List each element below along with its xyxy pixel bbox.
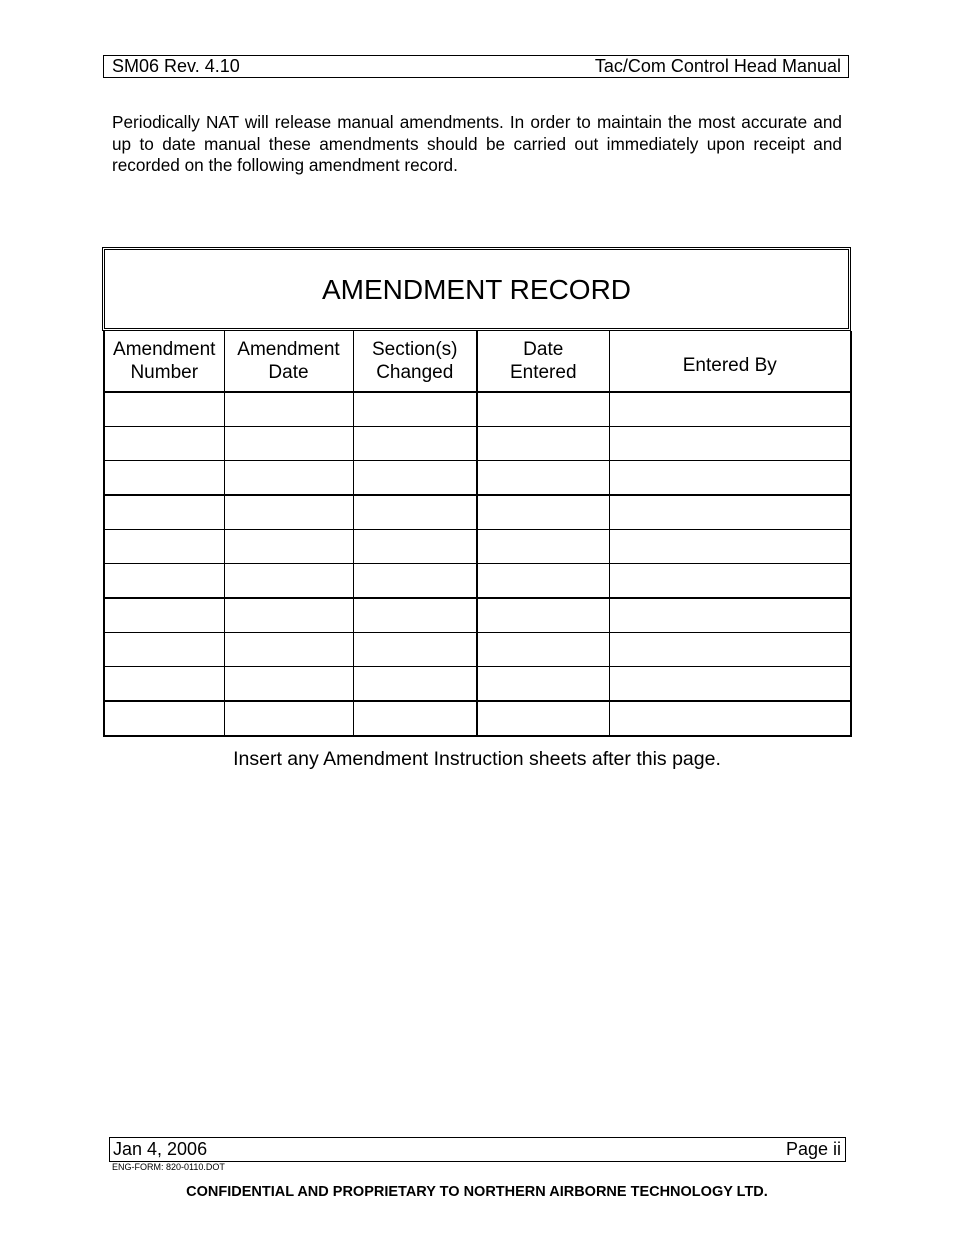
revision-date: Jan 4, 2006 [113,1139,208,1159]
cell-amendment-date[interactable] [224,667,353,702]
column-header-entered-by: Entered By [609,331,851,392]
cell-date-entered[interactable] [477,461,609,496]
form-code: ENG-FORM: 820-0110.DOT [112,1162,225,1172]
document-title: Tac/Com Control Head Manual [594,56,841,76]
cell-entered-by[interactable] [609,530,851,564]
cell-date-entered[interactable] [477,598,609,633]
document-code: SM06 Rev. 4.10 [112,56,240,76]
table-row [104,495,851,530]
cell-sections-changed[interactable] [353,633,477,667]
cell-sections-changed[interactable] [353,461,477,496]
cell-entered-by[interactable] [609,633,851,667]
cell-amendment-date[interactable] [224,495,353,530]
cell-sections-changed[interactable] [353,598,477,633]
cell-amendment-number[interactable] [104,667,224,702]
cell-entered-by[interactable] [609,701,851,736]
cell-entered-by[interactable] [609,598,851,633]
table-row [104,392,851,427]
cell-entered-by[interactable] [609,667,851,702]
cell-sections-changed[interactable] [353,427,477,461]
cell-amendment-date[interactable] [224,564,353,599]
cell-entered-by[interactable] [609,564,851,599]
table-row [104,564,851,599]
cell-amendment-number[interactable] [104,392,224,427]
table-row [104,461,851,496]
cell-amendment-number[interactable] [104,598,224,633]
confidentiality-notice: CONFIDENTIAL AND PROPRIETARY TO NORTHERN AIRBORNE TECHNOLOGY LTD. [186,1184,768,1200]
cell-amendment-number[interactable] [104,461,224,496]
column-header-amendment-date: Amendment Date [224,331,353,392]
cell-date-entered[interactable] [477,564,609,599]
page-number: Page ii [785,1139,841,1159]
cell-amendment-date[interactable] [224,701,353,736]
cell-amendment-date[interactable] [224,427,353,461]
cell-entered-by[interactable] [609,461,851,496]
cell-amendment-number[interactable] [104,495,224,530]
cell-amendment-date[interactable] [224,633,353,667]
cell-date-entered[interactable] [477,530,609,564]
cell-date-entered[interactable] [477,701,609,736]
cell-amendment-number[interactable] [104,427,224,461]
intro-paragraph: Periodically NAT will release manual amendments. In order to maintain the most accurate and up to date manual these amendments should be carried out immediately upon receipt and recorded on the following amendment record. [112,112,842,175]
cell-sections-changed[interactable] [353,667,477,702]
table-row [104,530,851,564]
cell-amendment-date[interactable] [224,461,353,496]
cell-sections-changed[interactable] [353,530,477,564]
cell-amendment-number[interactable] [104,701,224,736]
cell-date-entered[interactable] [477,392,609,427]
cell-amendment-date[interactable] [224,392,353,427]
cell-date-entered[interactable] [477,495,609,530]
cell-sections-changed[interactable] [353,495,477,530]
amendment-record-title: AMENDMENT RECORD [102,247,851,331]
page-footer [109,1137,846,1162]
table-row [104,598,851,633]
table-row [104,427,851,461]
cell-amendment-number[interactable] [104,633,224,667]
cell-amendment-date[interactable] [224,530,353,564]
table-row [104,701,851,736]
cell-sections-changed[interactable] [353,564,477,599]
cell-sections-changed[interactable] [353,701,477,736]
column-header-date-entered: Date Entered [477,331,609,392]
cell-date-entered[interactable] [477,427,609,461]
cell-amendment-number[interactable] [104,564,224,599]
cell-entered-by[interactable] [609,495,851,530]
table-row [104,633,851,667]
page-header [103,55,849,78]
insert-instruction-note: Insert any Amendment Instruction sheets after this page. [233,748,721,770]
table-header-row [104,331,851,392]
amendment-record-table [102,247,851,737]
table-row [104,667,851,702]
cell-date-entered[interactable] [477,667,609,702]
cell-entered-by[interactable] [609,392,851,427]
cell-entered-by[interactable] [609,427,851,461]
amendment-grid [103,331,852,737]
cell-date-entered[interactable] [477,633,609,667]
cell-sections-changed[interactable] [353,392,477,427]
column-header-amendment-number: Amendment Number [104,331,224,392]
column-header-sections-changed: Section(s) Changed [353,331,477,392]
cell-amendment-date[interactable] [224,598,353,633]
cell-amendment-number[interactable] [104,530,224,564]
